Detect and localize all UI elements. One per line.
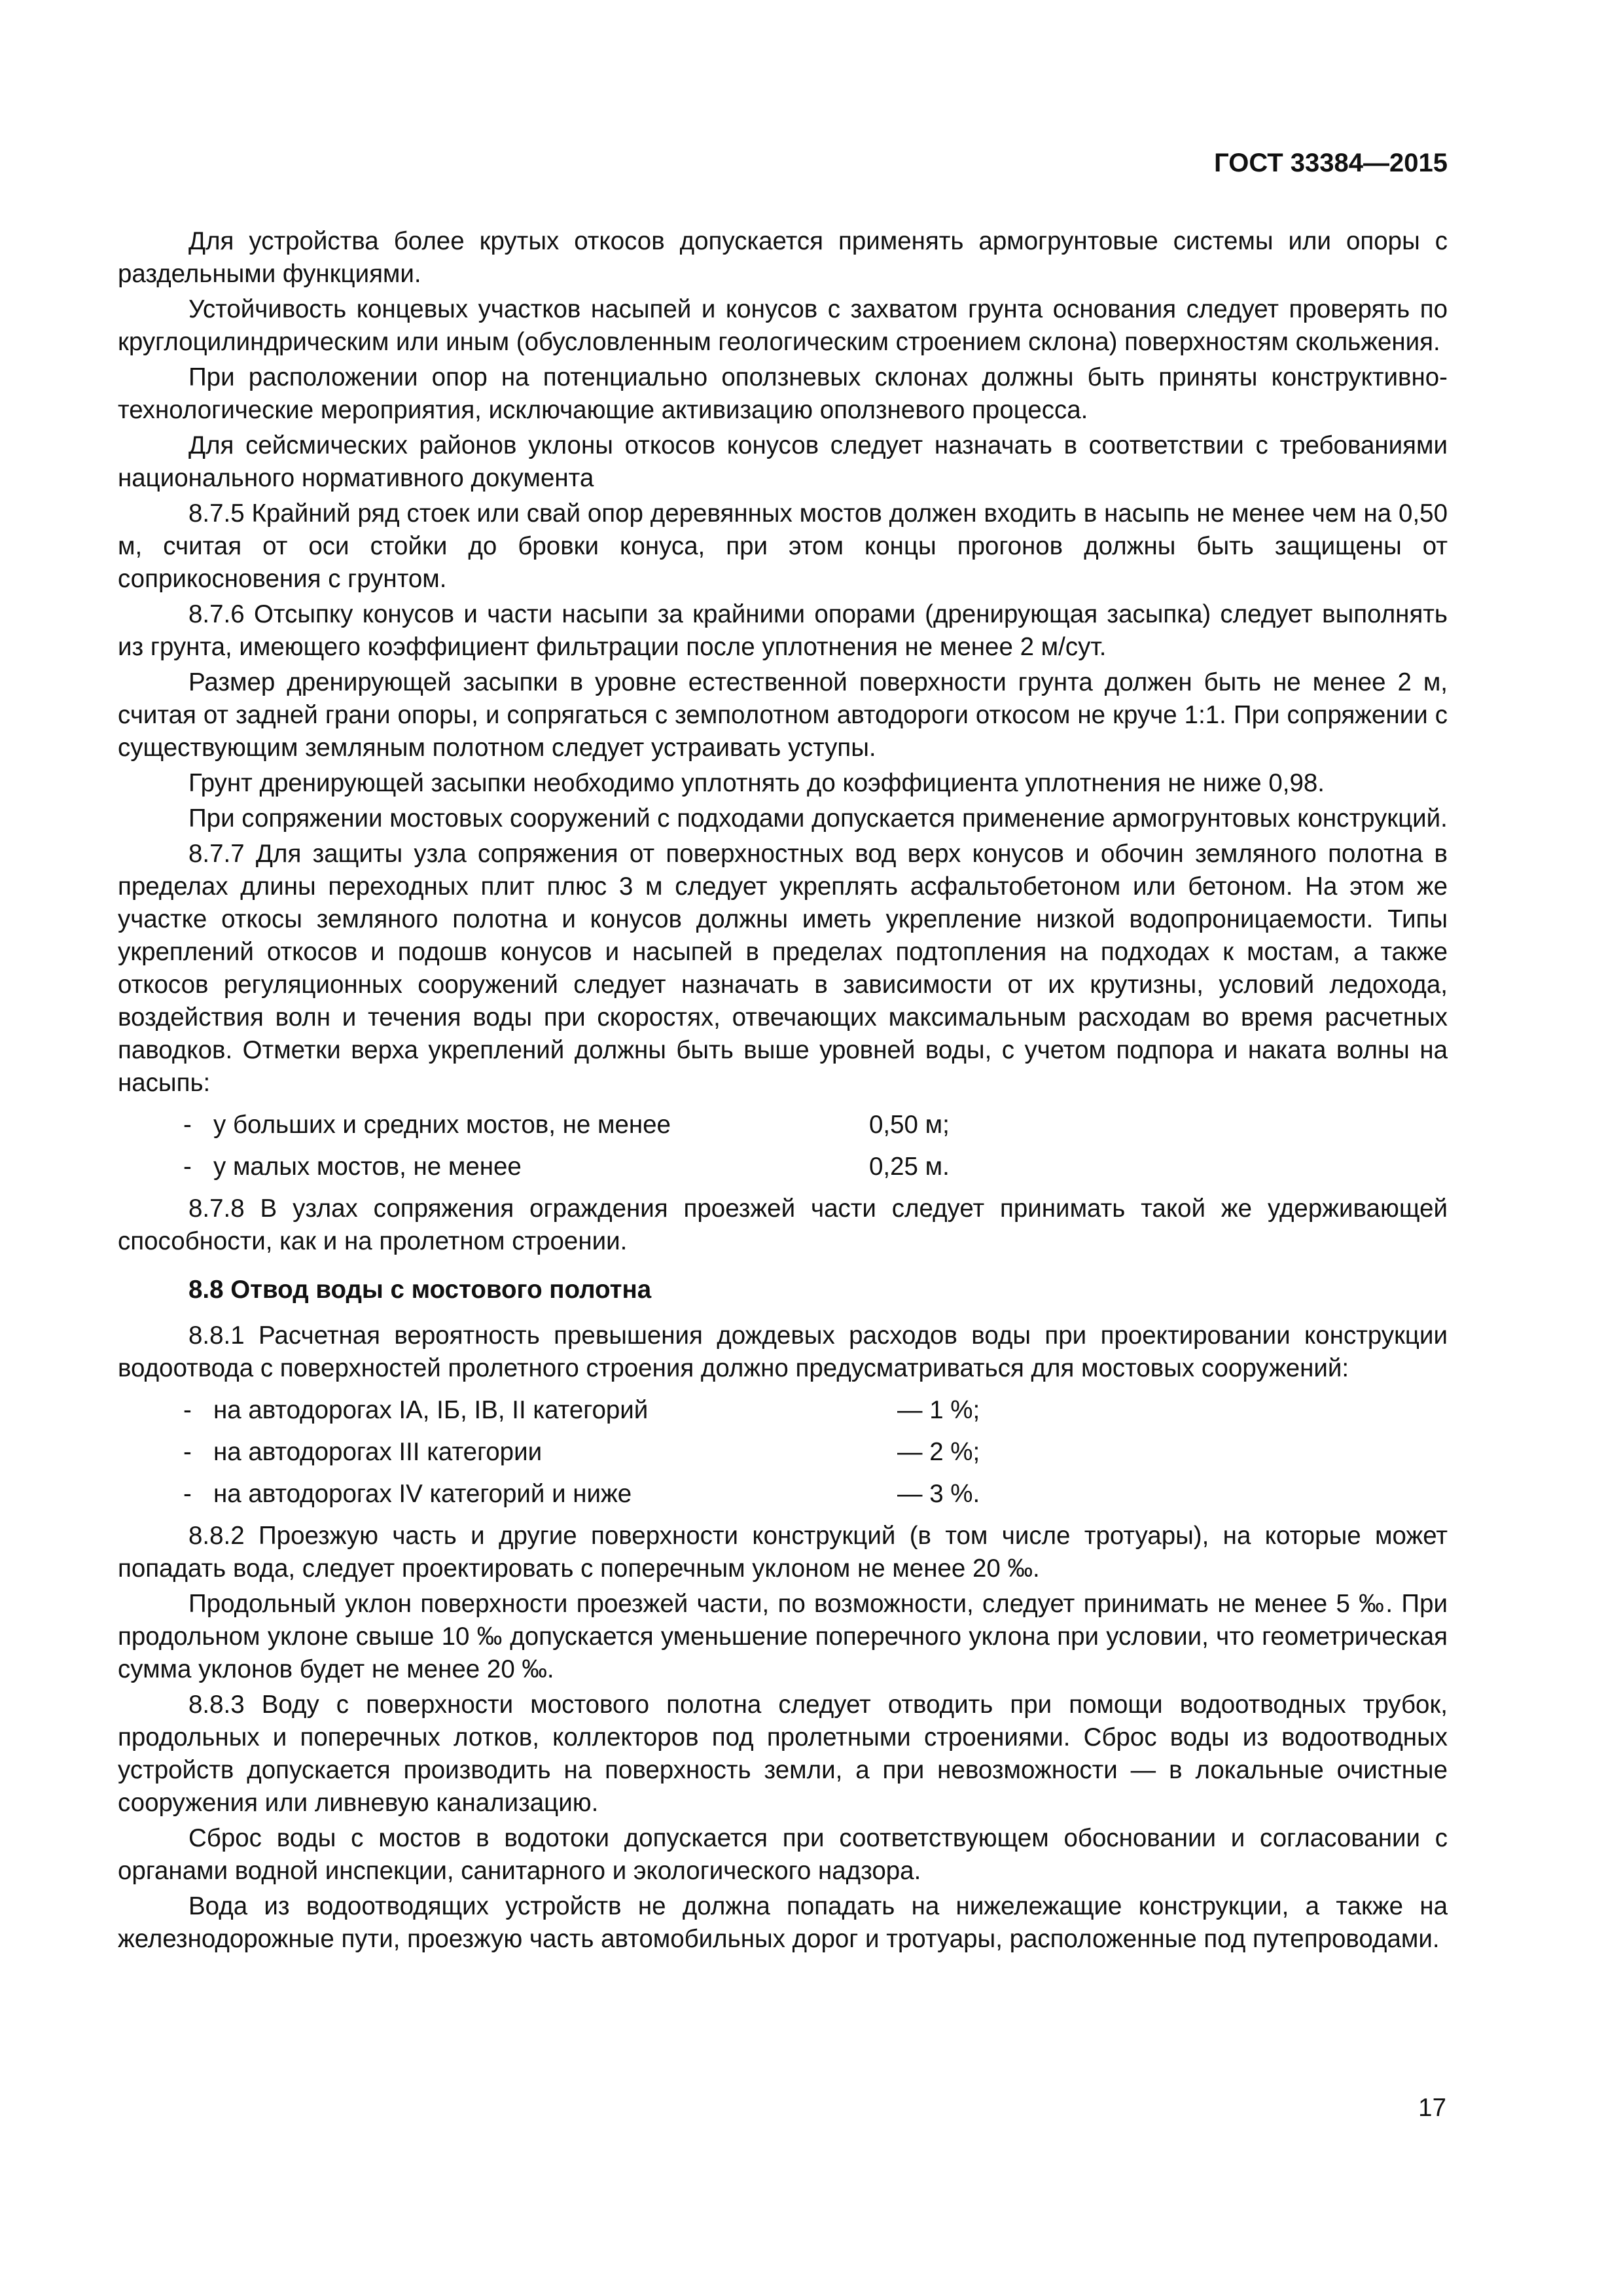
list-item-value: — 1 %; [897,1396,980,1424]
list-dash: - [183,1111,192,1139]
clause-8-8-3: 8.8.3 Воду с поверхности мостового полотна следует отводить при помощи водоотводных трубок, продольных и поперечных лотков, коллекторов под пролетными строениями. Сброс воды из водоотводных устройств допускается производить на поверхность земли, а при невозможности — в локальные очистные сооружения или ливневую канализацию. [118,1691,1448,1817]
clause-8-7-7: 8.7.7 Для защиты узла сопряжения от поверхностных вод верх конусов и обочин земляного полотна в пределах длины переходных плит плюс 3 м следует укреплять асфальтобетоном или бетоном. На этом же участке откосы земляного полотна и конусов должны иметь укрепление низкой водопроницаемости. Типы укреплений откосов и подошв конусов и насыпей в пределах подтопления на подходах к мостам, а также откосов регуляционных сооружений следует назначать в зависимости от их крутизны, условий ледохода, воздействия волн и течения воды при скоростях, отвечающих максимальным расходам во время расчетных паводков. Отметки верха укреплений должны быть выше уровней воды, с учетом подпора и наката волны на насыпь: [118,840,1448,1097]
paragraph: Вода из водоотводящих устройств не должна попадать на нижележащие конструкции, а также на железнодорожные пути, проезжую часть автомобильных дорог и тротуары, расположенные под путепроводами. [118,1892,1448,1953]
paragraph: Размер дренирующей засыпки в уровне естественной поверхности грунта должен быть не менее 2 м, считая от задней грани опоры, и сопрягаться с земполотном автодороги откосом не круче 1:1. При сопряжении с существующим земляным полотном следует устраивать уступы. [118,668,1448,762]
clause-8-7-5: 8.7.5 Крайний ряд стоек или свай опор деревянных мостов должен входить в насыпь не менее чем на 0,50 м, считая от оси стойки до бровки конуса, при этом концы прогонов должны быть защищены от соприкосновения с грунтом. [118,499,1448,593]
paragraph: При расположении опор на потенциально оползневых склонах должны быть приняты конструктивно-технологические мероприятия, исключающие активизацию оползневого процесса. [118,363,1448,424]
section-heading: 8.8 Отвод воды с мостового полотна [188,1276,652,1304]
list-item-value: 0,25 м. [869,1153,950,1181]
paragraph: Грунт дренирующей засыпки необходимо уплотнять до коэффициента уплотнения не ниже 0,98. [188,769,1325,797]
document-body [118,225,1448,1958]
list-item [118,1109,1448,1141]
clause-8-7-8: 8.7.8 В узлах сопряжения ограждения проезжей части следует принимать такой же удерживающей способности, как и на пролетном строении. [118,1194,1448,1255]
paragraph: Устойчивость концевых участков насыпей и конусов с захватом грунта основания следует проверять по круглоцилиндрическим или иным (обусловленным геологическим строением склона) поверхностям скольжения. [118,295,1448,356]
list-item-value: — 2 %; [897,1438,980,1466]
document-code-header: ГОСТ 33384—2015 [1214,149,1448,177]
paragraph: Сброс воды с мостов в водотоки допускается при соответствующем обосновании и согласовании с органами водной инспекции, санитарного и экологического надзора. [118,1824,1448,1885]
list-dash: - [183,1480,192,1508]
list-dash: - [183,1396,192,1424]
paragraph: При сопряжении мостовых сооружений с подходами допускается применение армогрунтовых конструкций. [188,804,1448,833]
list-item-label: у малых мостов, не менее [213,1153,522,1181]
list-item-label: на автодорогах III категории [213,1438,543,1466]
page-number: 17 [1418,2094,1446,2122]
list-item-label: на автодорогах IA, IБ, IB, II категорий [213,1396,649,1424]
list-dash: - [183,1438,192,1466]
paragraph: Продольный уклон поверхности проезжей части, по возможности, следует принимать не менее 5 ‰. При продольном уклоне свыше 10 ‰ допускается уменьшение поперечного уклона при условии, что геометрическая сумма уклонов будет не менее 20 ‰. [118,1590,1448,1683]
list-item [118,1151,1448,1183]
clause-8-7-6: 8.7.6 Отсыпку конусов и части насыпи за крайними опорами (дренирующая засыпка) следует выполнять из грунта, имеющего коэффициент фильтрации после уплотнения не менее 2 м/сут. [118,600,1448,661]
list-item-value: — 3 %. [897,1480,980,1508]
list-dash: - [183,1153,192,1181]
clause-8-8-2: 8.8.2 Проезжую часть и другие поверхности конструкций (в том числе тротуары), на которые может попадать вода, следует проектировать с поперечным уклоном не менее 20 ‰. [118,1522,1448,1583]
list-item-label: на автодорогах IV категорий и ниже [213,1480,632,1508]
list-item [118,1436,1448,1469]
list-item-value: 0,50 м; [869,1111,950,1139]
clause-8-8-1: 8.8.1 Расчетная вероятность превышения дождевых расходов воды при проектировании конструкции водоотвода с поверхностей пролетного строения должно предусматриваться для мостовых сооружений: [118,1321,1448,1382]
list-item [118,1478,1448,1511]
paragraph: Для устройства более крутых откосов допускается применять армогрунтовые системы или опоры с раздельными функциями. [118,227,1448,288]
list-item [118,1394,1448,1427]
list-item-label: у больших и средних мостов, не менее [213,1111,671,1139]
paragraph: Для сейсмических районов уклоны откосов конусов следует назначать в соответствии с требованиями национального нормативного документа [118,431,1448,492]
